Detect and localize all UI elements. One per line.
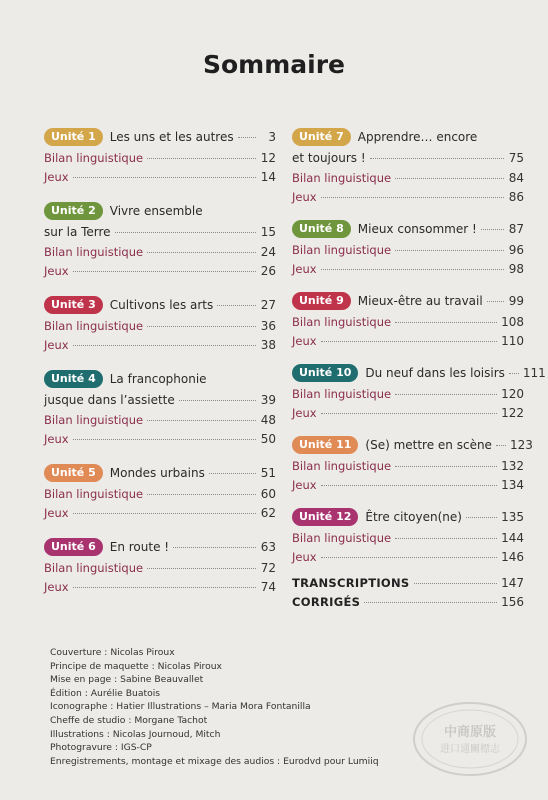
dot-leader [321,341,498,342]
unit-title: Mieux-être au travail [357,294,483,308]
toc-unit [44,296,276,353]
toc-row [44,245,276,260]
page-number: 147 [501,576,524,590]
page-number: 146 [501,550,524,564]
toc-row [44,393,276,408]
page-number: 48 [260,413,276,427]
dot-leader [321,557,498,558]
toc-row [365,436,532,453]
page-number: 14 [260,170,276,184]
toc-unit [44,202,276,279]
toc-unit [44,538,276,595]
toc-row [44,338,276,353]
unit-badge: Unité 9 [292,292,351,310]
dot-leader [481,229,504,230]
unit-title: Du neuf dans les loisirs [365,366,505,380]
toc-row [292,334,524,349]
toc-label: Jeux [44,338,69,352]
toc-row [292,171,524,186]
unit-title: En route ! [109,540,170,554]
toc-row [44,580,276,595]
toc-row [44,561,276,576]
unit-heading [292,436,533,454]
toc-row [44,319,276,334]
unit-heading [44,202,276,220]
page-number: 60 [260,487,276,501]
toc-unit [292,508,524,565]
toc-row [44,413,276,428]
page-number: 132 [501,459,524,473]
toc-label: Bilan linguistique [44,319,144,333]
page-number: 122 [501,406,524,420]
dot-leader [395,178,504,179]
page-number: 74 [260,580,276,594]
toc-label: Jeux [44,264,69,278]
toc-label: Bilan linguistique [292,531,392,545]
unit-badge: Unité 7 [292,128,351,146]
dot-leader [321,413,498,414]
toc-row [358,220,524,237]
toc-label: Bilan linguistique [44,151,144,165]
unit-heading [292,508,524,526]
unit-title: Être citoyen(ne) [365,510,462,524]
toc-label: Jeux [292,406,317,420]
unit-heading [292,128,524,146]
dot-leader [395,322,497,323]
page-number: 15 [260,225,276,239]
page-number: 38 [260,338,276,352]
toc-label: Bilan linguistique [292,459,392,473]
toc-label: Bilan linguistique [44,413,144,427]
page-number: 96 [508,243,524,257]
toc-label: Bilan linguistique [44,245,144,259]
unit-badge: Unité 12 [292,508,358,526]
page-number: 72 [260,561,276,575]
toc-label: sur la Terre [44,225,111,239]
toc-label: Bilan linguistique [292,387,392,401]
toc-label: et toujours ! [292,151,366,165]
dot-leader [321,485,498,486]
import-stamp-watermark [410,698,530,780]
toc-unit [44,464,276,521]
toc-label: Jeux [292,262,317,276]
dot-leader [73,345,256,346]
page-number: 24 [260,245,276,259]
page-number: 86 [508,190,524,204]
credit-line: Iconographe : Hatier Illustrations – Maria Mora Fontanilla [50,701,311,713]
unit-heading [292,364,546,382]
dot-leader [395,538,497,539]
toc-row [292,406,524,421]
page-number: 12 [260,151,276,165]
dot-leader [395,466,497,467]
dot-leader [395,394,497,395]
toc-row [44,225,276,240]
toc-label: Jeux [292,190,317,204]
page-number: 36 [260,319,276,333]
unit-title: Mieux consommer ! [357,222,477,236]
dot-leader [395,250,504,251]
page-number: 27 [260,298,276,312]
page-number: 123 [509,438,533,452]
unit-heading [44,370,276,388]
toc-label: Bilan linguistique [44,487,144,501]
toc-row [358,292,524,309]
credit-line: Photogravure : IGS-CP [50,742,152,754]
toc-label: Jeux [292,334,317,348]
toc-row [44,264,276,279]
dot-leader [73,177,256,178]
page-number: 84 [508,171,524,185]
credit-line: Illustrations : Nicolas Journoud, Mitch [50,728,221,740]
page-number: 110 [501,334,524,348]
dot-leader [115,232,256,233]
credit-line: Édition : Aurélie Buatois [50,687,161,699]
toc-row [110,538,276,555]
dot-leader [217,305,256,306]
toc-row [44,151,276,166]
toc-column-right [292,128,546,610]
dot-leader [147,420,256,421]
page-number: 87 [508,222,524,236]
dot-leader [321,269,504,270]
toc-row [110,128,276,145]
dot-leader [487,301,504,302]
credit-line: Cheffe de studio : Morgane Tachot [50,714,208,726]
page-number: 144 [501,531,524,545]
unit-badge: Unité 5 [44,464,103,482]
toc-row [292,550,524,565]
page-number: 134 [501,478,524,492]
unit-badge: Unité 4 [44,370,103,388]
toc-row [292,243,524,258]
toc-label: Jeux [44,580,69,594]
unit-badge: Unité 11 [292,436,358,454]
toc-label: TRANSCRIPTIONS [292,576,410,590]
page-number: 62 [260,506,276,520]
page-number: 111 [522,366,546,380]
page-number: 39 [260,393,276,407]
dot-leader [466,517,497,518]
unit-title: Mondes urbains [109,466,205,480]
toc-unit [292,128,524,205]
credit-line: Couverture : Nicolas Piroux [50,647,175,658]
toc-unit [292,436,533,493]
unit-heading [292,292,524,310]
toc-row [292,531,524,546]
toc-label: CORRIGÉS [292,595,361,609]
toc-row [292,190,524,205]
toc-label: Bilan linguistique [292,171,392,185]
toc-row [292,459,524,474]
unit-title: (Se) mettre en scène [365,438,492,452]
toc-label: Bilan linguistique [292,315,392,329]
toc-unit [44,370,276,447]
credit-line: Mise en page : Sabine Beauvallet [50,674,204,686]
dot-leader [321,197,504,198]
unit-badge: Unité 3 [44,296,103,314]
unit-badge: Unité 8 [292,220,351,238]
dot-leader [496,445,506,446]
stamp-text-1: 中商原版 [443,725,497,740]
toc-label: Jeux [44,506,69,520]
toc-row [44,506,276,521]
unit-heading [44,128,276,146]
dot-leader [364,602,497,603]
toc-row [365,508,524,525]
toc-label: Bilan linguistique [292,243,392,257]
unit-badge: Unité 2 [44,202,103,220]
toc-row [110,464,276,481]
dot-leader [238,137,256,138]
page-number: 51 [260,466,276,480]
toc-label: Jeux [44,432,69,446]
toc-row [292,315,524,330]
unit-heading [44,296,276,314]
unit-badge: Unité 10 [292,364,358,382]
dot-leader [147,568,256,569]
dot-leader [147,252,256,253]
page-number: 135 [501,510,524,524]
toc-row [44,432,276,447]
page-number: 63 [260,540,276,554]
dot-leader [147,158,256,159]
toc-unit [44,128,276,185]
toc-row [292,387,524,402]
dot-leader [147,494,256,495]
toc-label: jusque dans l’assiette [44,393,175,407]
page-number: 120 [501,387,524,401]
dot-leader [173,547,256,548]
toc-row [292,262,524,277]
unit-title: Cultivons les arts [109,298,214,312]
unit-title: Les uns et les autres [109,130,234,144]
dot-leader [179,400,256,401]
dot-leader [73,587,256,588]
unit-title: Vivre ensemble [109,204,203,218]
page-number: 99 [508,294,524,308]
page-title: Sommaire [202,50,345,79]
dot-leader [370,158,504,159]
toc-row [292,478,524,493]
credit-line: Enregistrements, montage et mixage des audios : Eurodvd pour Lumiiq [50,755,379,767]
dot-leader [509,373,519,374]
toc-unit [292,220,524,277]
unit-title: Apprendre… encore [357,130,478,144]
toc-unit [292,364,546,421]
toc-row [365,364,545,381]
unit-heading [44,464,276,482]
dot-leader [147,326,256,327]
page-number: 3 [268,130,276,144]
unit-badge: Unité 6 [44,538,103,556]
toc-label: Jeux [292,478,317,492]
toc-row [292,595,524,610]
credit-line: Principe de maquette : Nicolas Piroux [50,660,222,672]
page-number: 108 [501,315,524,329]
toc-label: Bilan linguistique [44,561,144,575]
toc-column-left [44,128,276,612]
toc-unit [292,292,524,349]
unit-badge: Unité 1 [44,128,103,146]
toc-row [110,296,276,313]
dot-leader [73,513,256,514]
dot-leader [209,473,256,474]
unit-heading [44,538,276,556]
stamp-text-2: 进口通關標志 [440,744,500,755]
page-number: 26 [260,264,276,278]
dot-leader [414,583,498,584]
page-number: 75 [508,151,524,165]
toc-row [44,487,276,502]
page-number: 98 [508,262,524,276]
toc-row [292,576,524,591]
unit-title: La francophonie [109,372,207,386]
dot-leader [73,439,256,440]
toc-label: Jeux [292,550,317,564]
toc-label: Jeux [44,170,69,184]
toc-row [44,170,276,185]
dot-leader [73,271,256,272]
toc-row [292,151,524,166]
page-number: 156 [501,595,524,609]
page-number: 50 [260,432,276,446]
unit-heading [292,220,524,238]
